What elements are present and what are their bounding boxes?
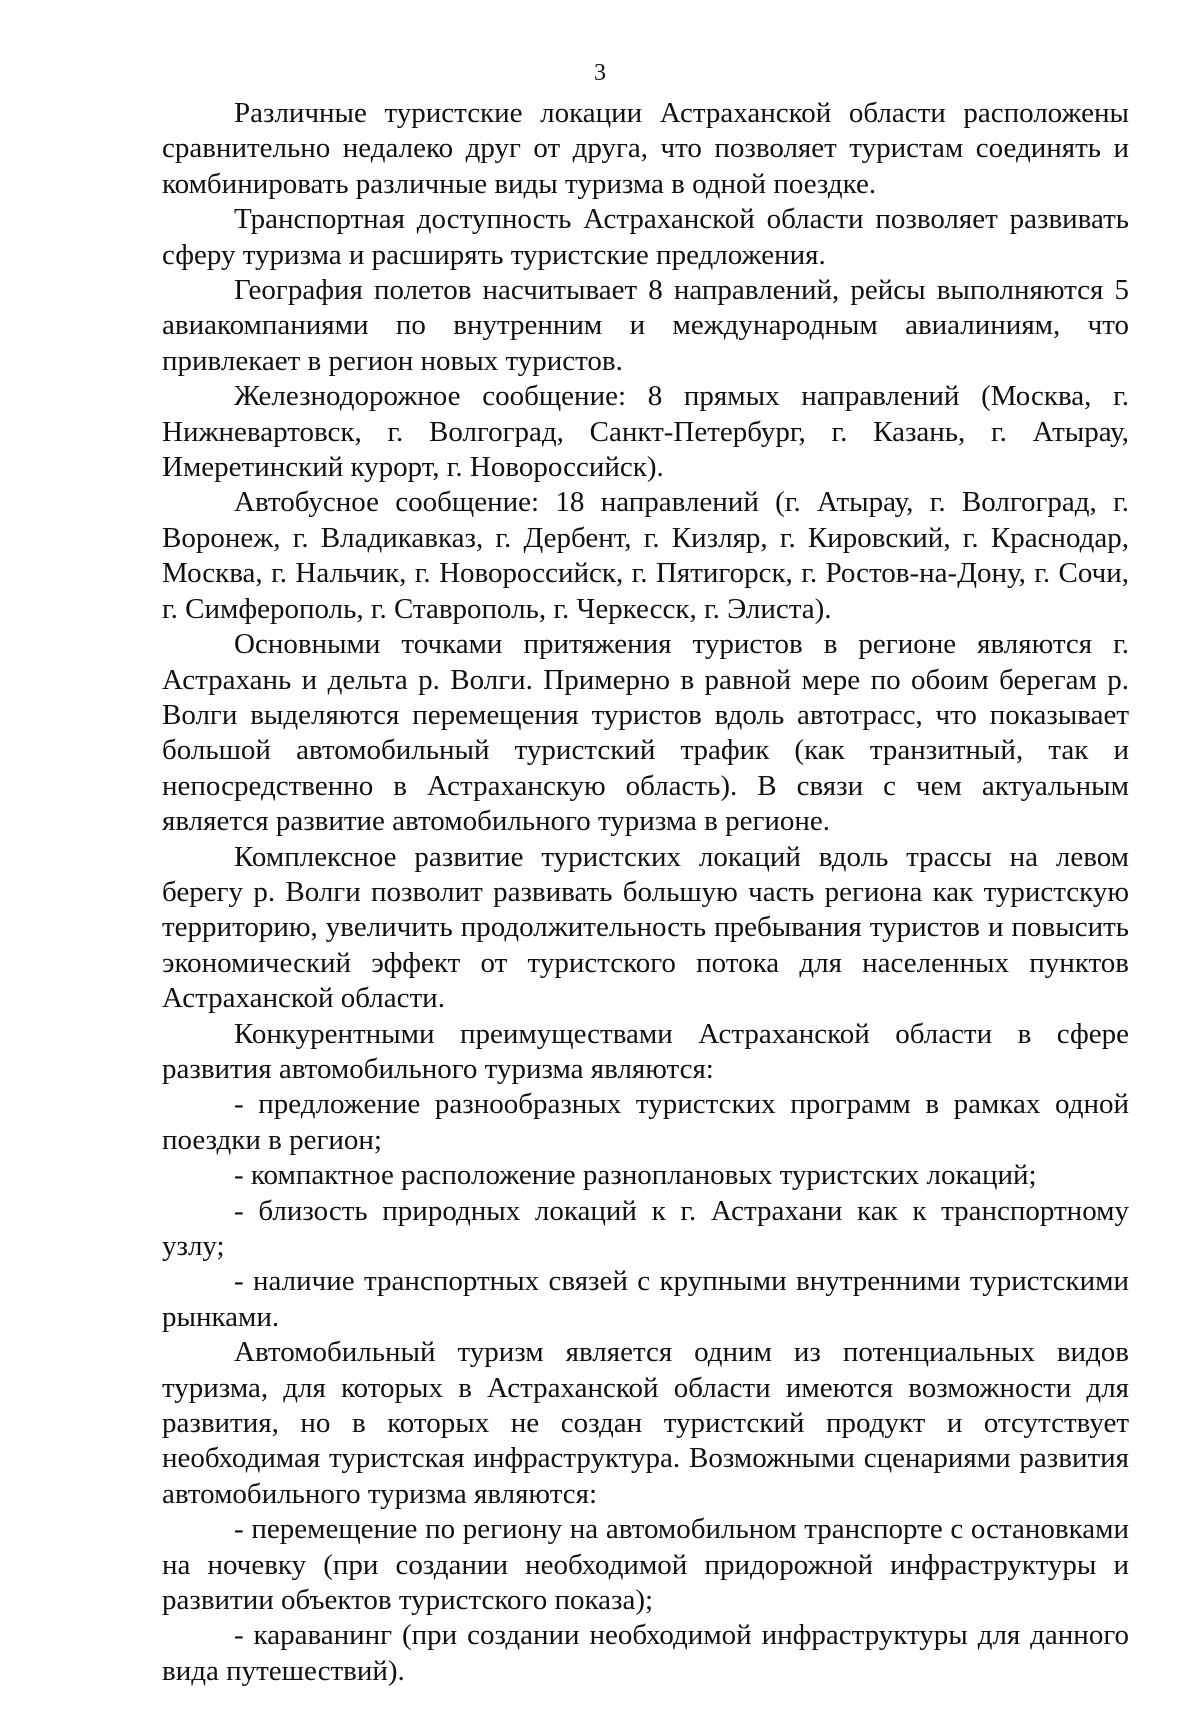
- paragraph-transport: Транспортная доступность Астраханской области позволяет развивать сферу туризма и расширять туристские предложения.: [162, 203, 1129, 271]
- list-item-advantage: - наличие транспортных связей с крупными внутренними туристскими рынками.: [162, 1265, 1129, 1333]
- paragraph-left-bank: Комплексное развитие туристских локаций вдоль трассы на левом берегу р. Волги позволит развивать большую часть региона как туристскую территорию, увеличить продолжительность пребывания туристов и повысить экономический эффект от туристского потока для населенных пунктов Астраханской области.: [162, 840, 1129, 1015]
- page-number: 3: [594, 60, 606, 86]
- document-body: [162, 96, 1129, 1689]
- paragraph-intro: Различные туристские локации Астраханской области расположены сравнительно недалеко друг от друга, что позволяет туристам соединять и комбинировать различные виды туризма в одной поездке.: [162, 97, 1129, 200]
- list-item-scenario: - перемещение по региону на автомобильном транспорте с остановками на ночевку (при создании необходимой придорожной инфраструктуры и развитии объектов туристского показа);: [162, 1513, 1129, 1617]
- paragraph-railway: Железнодорожное сообщение: 8 прямых направлений (Москва, г. Нижневартовск, г. Волгоград, Санкт-Петербург, г. Казань, г. Атырау, Имеретинский курорт, г. Новороссийск).: [162, 380, 1129, 484]
- list-item-advantage: - предложение разнообразных туристских программ в рамках одной поездки в регион;: [162, 1088, 1129, 1156]
- paragraph-advantages: Конкурентными преимуществами Астраханской области в сфере развития автомобильного туризма являются:: [162, 1017, 1129, 1085]
- paragraph-flights: География полетов насчитывает 8 направлений, рейсы выполняются 5 авиакомпаниями по внутренним и международным авиалиниям, что привлекает в регион новых туристов.: [162, 274, 1129, 377]
- list-item-advantage: - близость природных локаций к г. Астрахани как к транспортному узлу;: [162, 1194, 1129, 1262]
- list-item-advantage: - компактное расположение разноплановых туристских локаций;: [234, 1159, 1037, 1192]
- list-item-scenario: - караванинг (при создании необходимой инфраструктуры для данного вида путешествий).: [162, 1619, 1129, 1687]
- paragraph-bus: Автобусное сообщение: 18 направлений (г. Атырау, г. Волгоград, г. Воронеж, г. Владикавказ, г. Дербент, г. Кизляр, г. Кировский, г. Краснодар, Москва, г. Нальчик, г. Новороссийск, г. Пятигорск, г. Ростов-на-Дону, г. Сочи, г. Симферополь, г. Ставрополь, г. Черкесск, г. Элиста).: [162, 486, 1129, 625]
- paragraph-scenarios: Автомобильный туризм является одним из потенциальных видов туризма, для которых в Астраханской области имеются возможности для развития, но в которых не создан туристский продукт и отсутствует необходимая туристская инфраструктура. Возможными сценариями развития автомобильного туризма являются:: [162, 1336, 1129, 1510]
- paragraph-attraction-points: Основными точками притяжения туристов в регионе являются г. Астрахань и дельта р. Волги. Примерно в равной мере по обоим берегам р. Волги выделяются перемещения туристов вдоль автотрасс, что показывает большой автомобильный туристский трафик (как транзитный, так и непосредственно в Астраханскую область). В связи с чем актуальным является развитие автомобильного туризма в регионе.: [162, 628, 1129, 838]
